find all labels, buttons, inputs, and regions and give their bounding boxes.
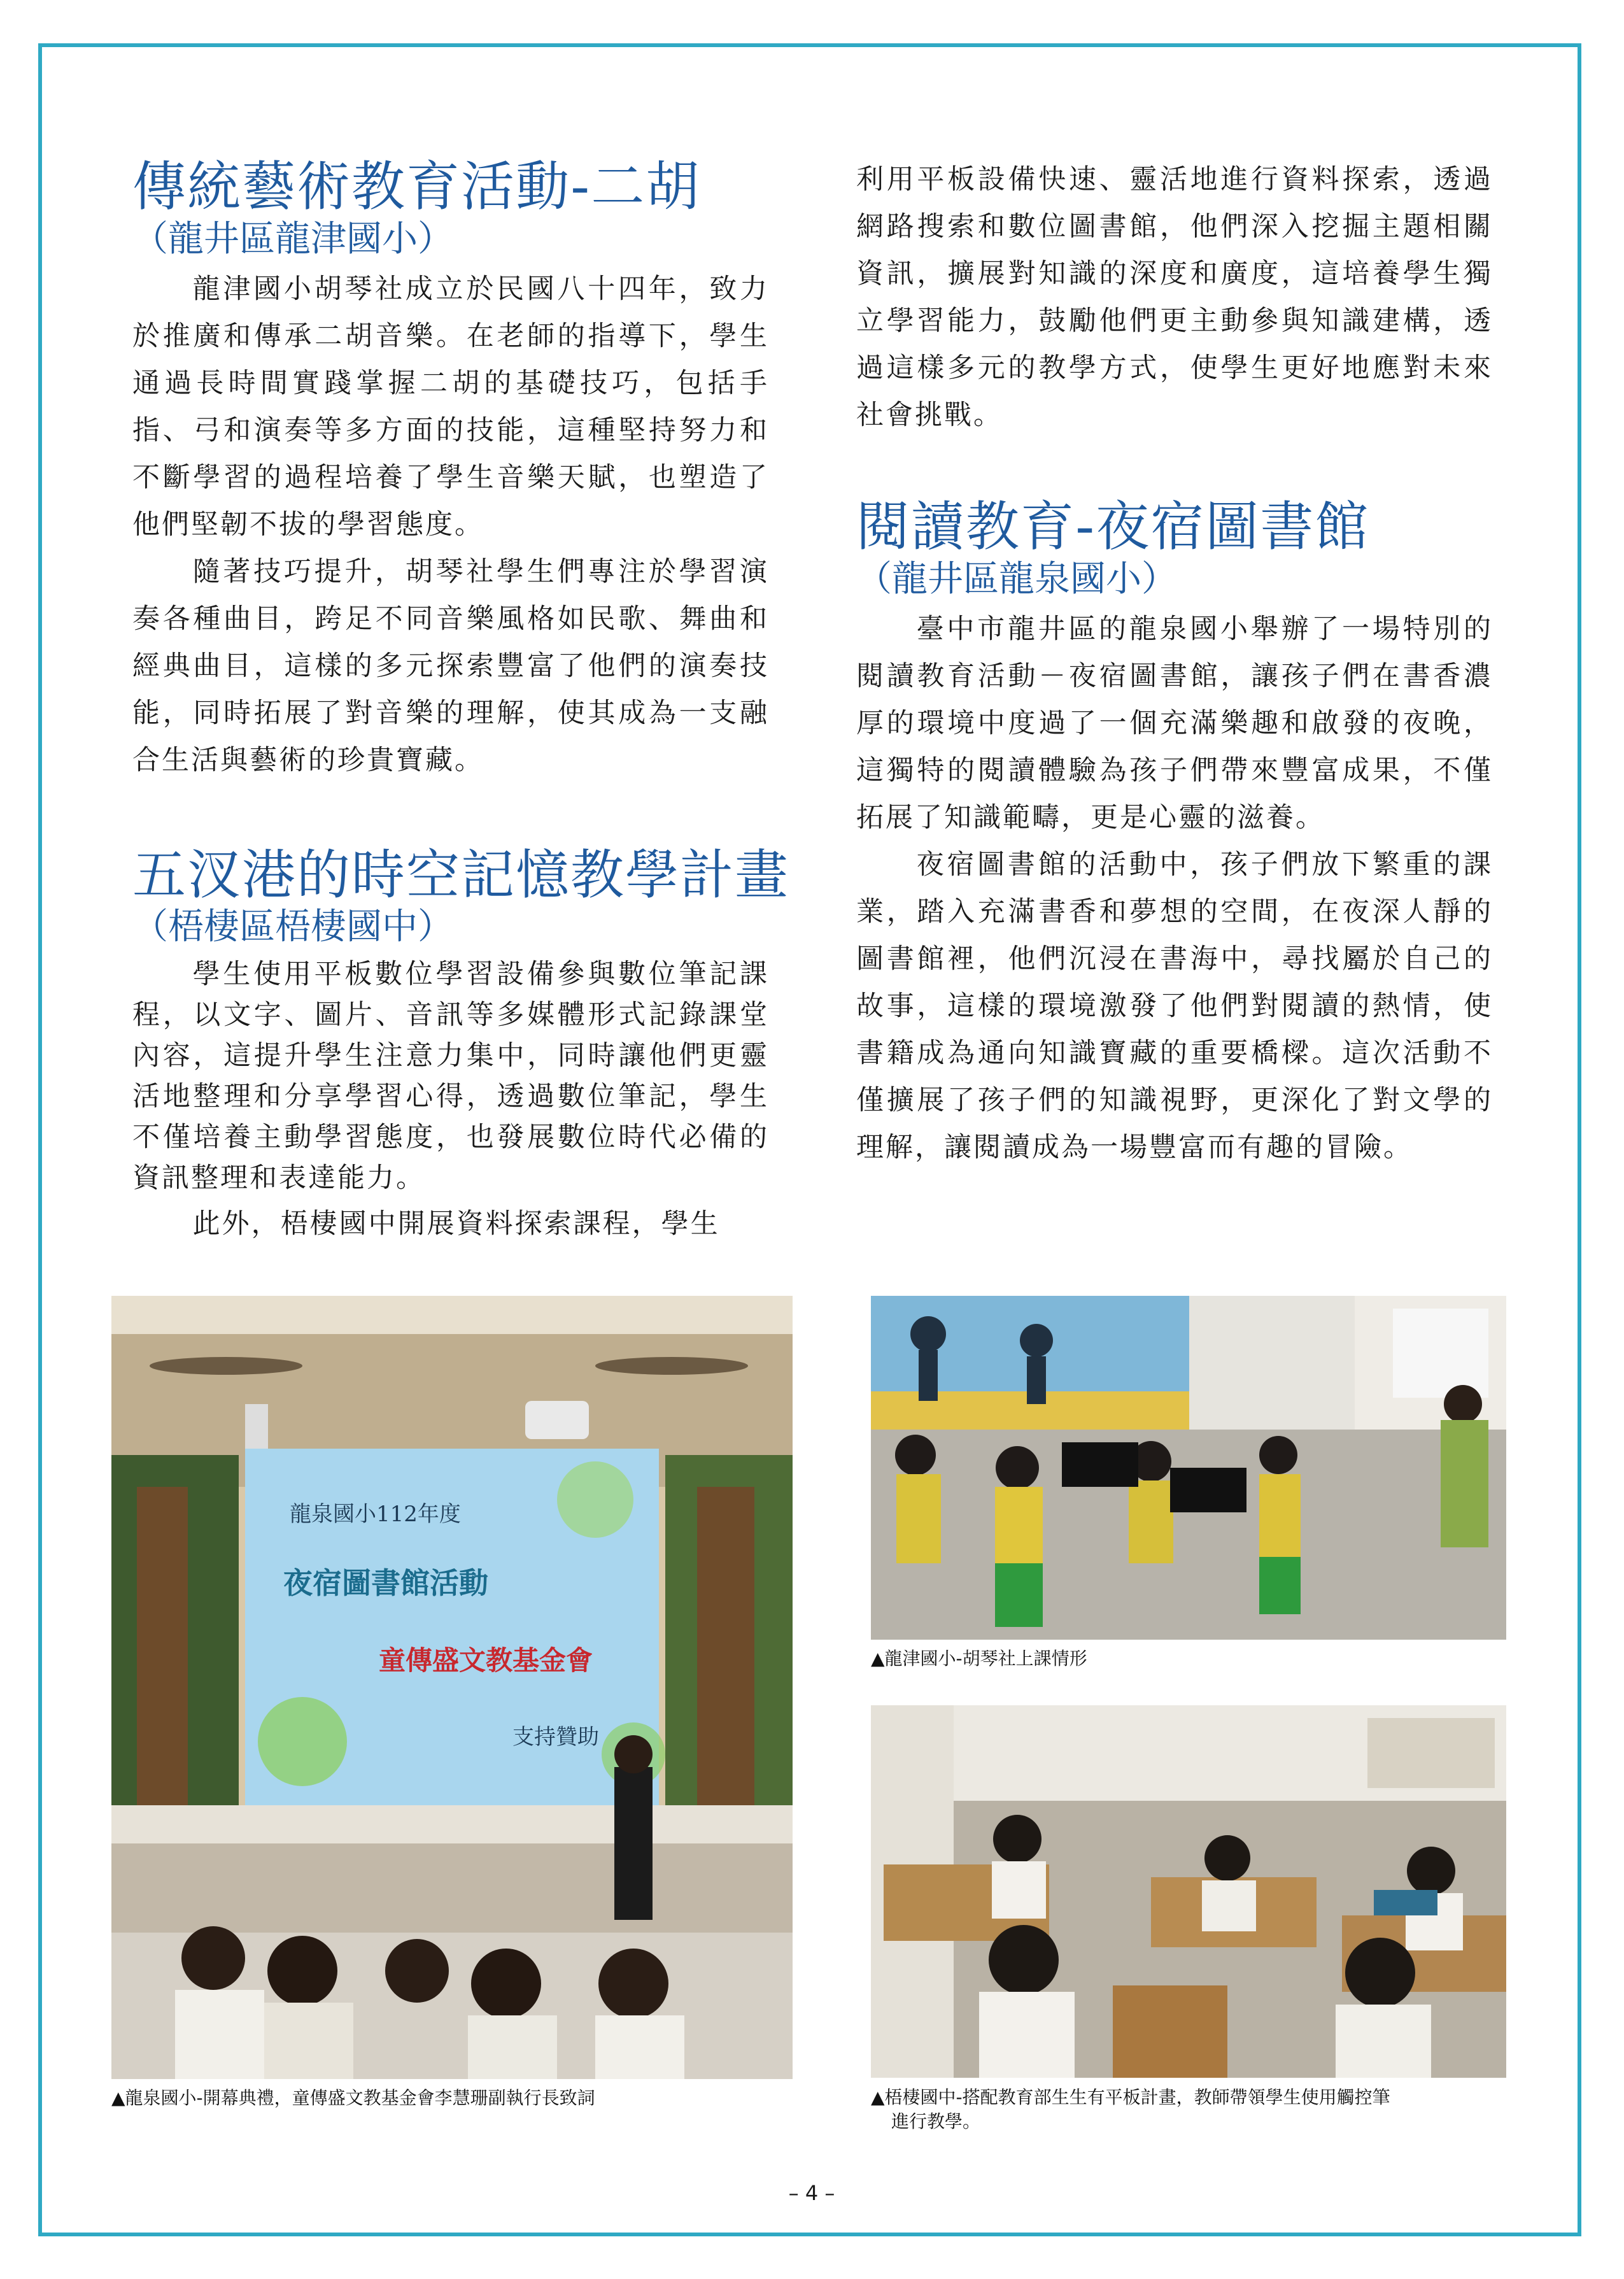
page-number: – 4 – — [788, 2181, 835, 2205]
section-wuchagang — [132, 843, 790, 1249]
section-erhu — [132, 156, 769, 784]
photo-caption: ▲龍泉國小-開幕典禮，童傳盛文教基金會李慧珊副執行長致詞 — [111, 2087, 595, 2108]
slide-line: 支持贊助 — [512, 1724, 599, 1750]
section-wuchagang-continued — [856, 156, 1493, 439]
right-column — [856, 156, 1493, 1171]
section-night-library — [856, 496, 1493, 1171]
section-subtitle: （龍井區龍泉國小） — [856, 558, 1177, 600]
paragraph: 龍津國小胡琴社成立於民國八十四年，致力於推廣和傳承二胡音樂。在老師的指導下，學生通過長時間實踐掌握二胡的基礎技巧，包括手指、弓和演奏等多方面的技能，這種堅持努力和不斷學習的過程培養了學生音樂天賦，也塑造了他們堅韌不拔的學習態度。 — [132, 273, 769, 541]
paragraph-continuation: 利用平板設備快速、靈活地進行資料探索，透過網路搜索和數位圖書館，他們深入挖掘主題相關資訊，擴展對知識的深度和廣度，這培養學生獨立學習能力，鼓勵他們更主動參與知識建構，透過這樣多元的教學方式，使學生更好地應對未來社會挑戰。 — [856, 164, 1493, 431]
section-title: 閱讀教育-夜宿圖書館 — [856, 495, 1370, 558]
slide-line: 童傳盛文教基金會 — [379, 1645, 593, 1676]
paragraph: 夜宿圖書館的活動中，孩子們放下繁重的課業，踏入充滿書香和夢想的空間，在夜深人靜的圖書館裡，他們沉浸在書海中，尋找屬於自己的故事，這樣的環境激發了他們對閱讀的熱情，使書籍成為通向知識寶藏的重要橋樑。這次活動不僅擴展了孩子們的知識視野，更深化了對文學的理解，讓閱讀成為一場豐富而有趣的冒險。 — [856, 848, 1493, 1163]
paragraph: 臺中市龍井區的龍泉國小舉辦了一場特別的閱讀教育活動－夜宿圖書館，讓孩子們在書香濃厚的環境中度過了一個充滿樂趣和啟發的夜晚，這獨特的閱讀體驗為孩子們帶來豐富成果，不僅拓展了知識範疇，更是心靈的滋養。 — [856, 613, 1493, 834]
section-subtitle: （龍井區龍津國小） — [132, 218, 453, 260]
photo-opening-ceremony — [111, 1296, 793, 2079]
photo-caption: ▲龍津國小-胡琴社上課情形 — [871, 1648, 1087, 1669]
photo-caption: ▲梧棲國中-搭配教育部生生有平板計畫，教師帶領學生使用觸控筆 — [871, 2087, 1390, 2108]
slide-line: 夜宿圖書館活動 — [283, 1566, 488, 1600]
photo-erhu-class — [871, 1296, 1506, 1640]
photo-caption-continued: 進行教學。 — [891, 2111, 981, 2132]
paragraph: 隨著技巧提升，胡琴社學生們專注於學習演奏各種曲目，跨足不同音樂風格如民歌、舞曲和經典曲目，這樣的多元探索豐富了他們的演奏技能，同時拓展了對音樂的理解，使其成為一支融合生活與藝術的珍貴寶藏。 — [132, 555, 769, 776]
photo-tablet-lesson — [871, 1705, 1506, 2078]
paragraph: 學生使用平板數位學習設備參與數位筆記課程，以文字、圖片、音訊等多媒體形式記錄課堂內容，這提升學生注意力集中，同時讓他們更靈活地整理和分享學習心得，透過數位筆記，學生不僅培養主動學習態度，也發展數位時代必備的資訊整理和表達能力。 — [132, 958, 769, 1194]
photo-erhu-class-illustration — [871, 1296, 1506, 1640]
photo-tablet-lesson-illustration — [871, 1705, 1506, 2078]
section-subtitle: （梧棲區梧棲國中） — [132, 906, 453, 948]
left-column — [132, 155, 790, 1310]
section-title: 五汊港的時空記憶教學計畫 — [132, 843, 790, 906]
slide-line: 龍泉國小112年度 — [290, 1502, 461, 1527]
section-title: 傳統藝術教育活動-二胡 — [132, 155, 701, 218]
paragraph: 此外，梧棲國中開展資料探索課程，學生 — [192, 1207, 720, 1240]
projector-slide — [245, 1449, 659, 1805]
